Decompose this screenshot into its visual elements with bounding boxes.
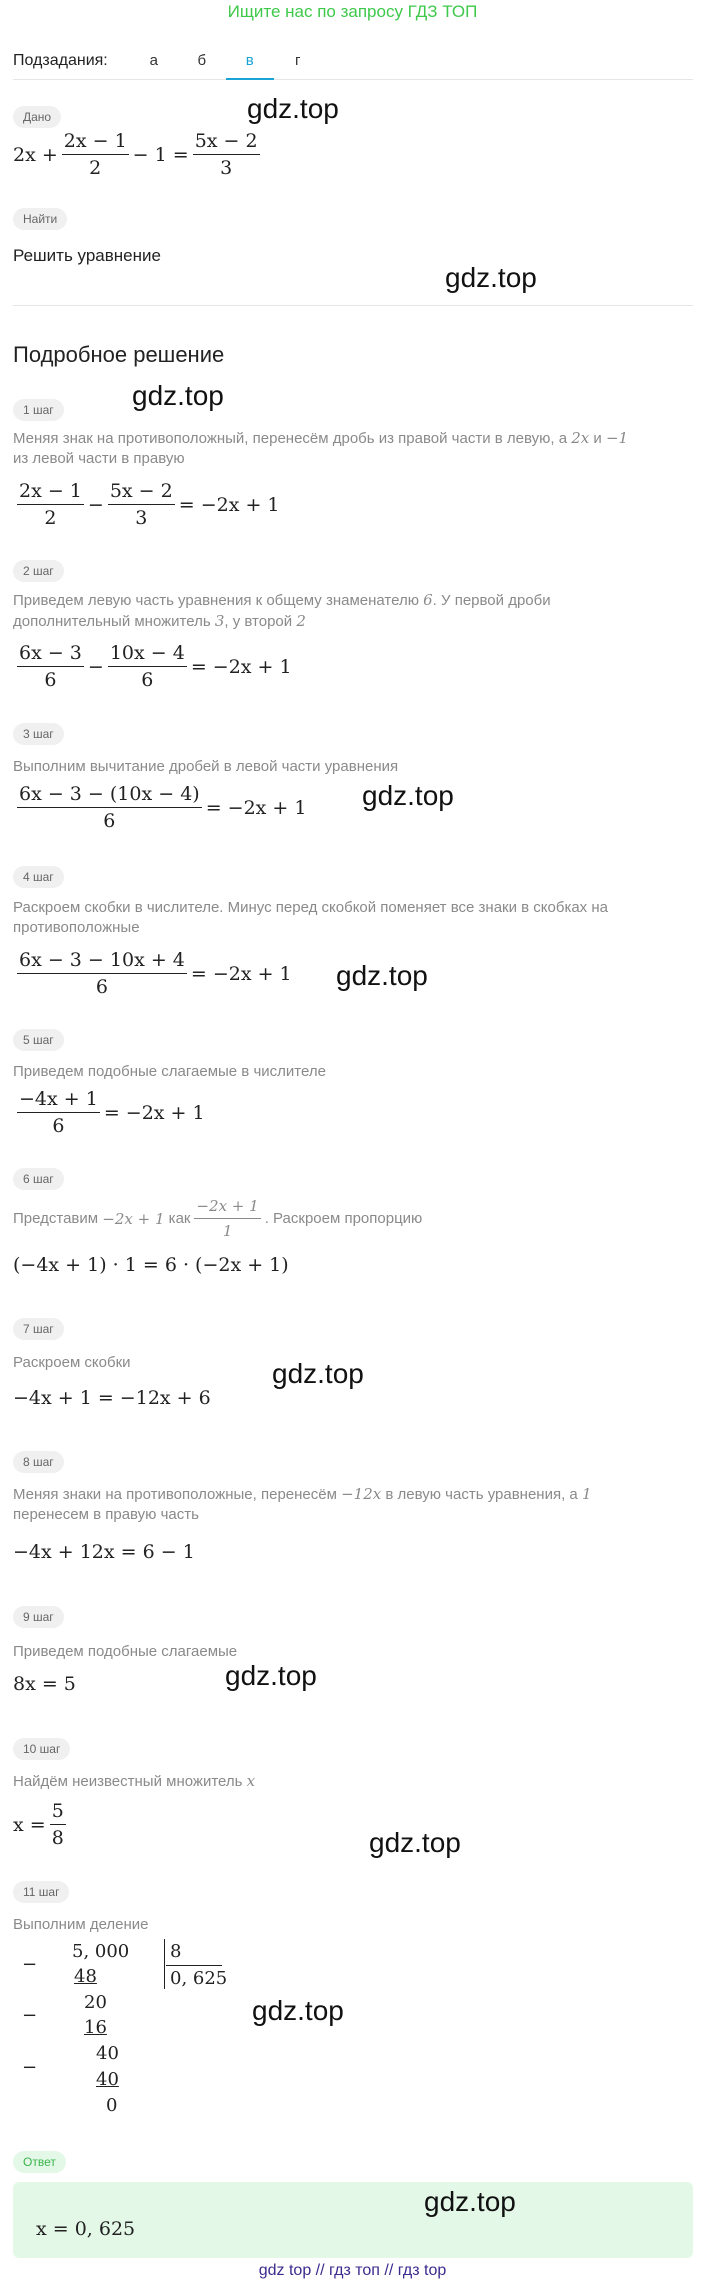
step-chip: 8 шаг <box>13 1451 64 1473</box>
answer-equation: x = 0, 625 <box>36 2218 136 2240</box>
footer-link-gdz-top-mixed[interactable]: гдз top <box>397 2262 447 2279</box>
step-chip: 1 шаг <box>13 399 64 421</box>
watermark: gdz.top <box>336 960 428 991</box>
step-chip: 9 шаг <box>13 1606 64 1628</box>
subtasks-label: Подзадания: <box>13 52 108 69</box>
step-equation: $\frac{6x - 3 - 10x + 4}{6}$ = −2x + 1 <box>19 949 292 998</box>
given-frac2: $\frac{5x - 2}{3}$ <box>194 130 258 179</box>
step-equation: (−4x + 1) · 1 = 6 · (−2x + 1) <box>13 1254 289 1276</box>
step-text: Меняя знак на противоположный, перенесём дробь из правой части в левую, а 2x и −1 из левой части в правую <box>13 429 629 467</box>
division-bar <box>164 1939 165 1989</box>
step-text: Раскроем скобки <box>13 1354 131 1371</box>
ld-row: 0 <box>106 2095 118 2116</box>
quotient: 0, 625 <box>170 1968 228 1989</box>
step-text: Выполним деление <box>13 1916 149 1933</box>
divisor: 8 <box>170 1941 182 1962</box>
step-text: Раскроем скобки в числителе. Минус перед скобкой поменяет все знаки в скобках на противоположные <box>13 899 608 936</box>
tab-a[interactable]: а <box>149 52 158 69</box>
ld-row: 20 <box>84 1992 107 2013</box>
tab-b[interactable]: б <box>197 52 207 69</box>
inline-fraction: $\frac{-2x + 1}{1}$ <box>196 1197 259 1240</box>
footer-link-gdz-top[interactable]: gdz top <box>258 2262 312 2279</box>
given-lhs: 2x + <box>13 143 58 166</box>
divisor-line <box>166 1965 222 1966</box>
watermark: gdz.top <box>362 780 454 811</box>
minus-sign: − <box>22 2005 38 2026</box>
given-chip: Дано <box>13 106 61 128</box>
step-text: Выполним вычитание дробей в левой части уравнения <box>13 758 399 775</box>
step-chip: 6 шаг <box>13 1168 64 1190</box>
watermark: gdz.top <box>272 1358 364 1389</box>
step-chip: 11 шаг <box>13 1881 69 1903</box>
step-text: Меняя знаки на противоположные, перенесём −12x в левую часть уравнения, а 1 перенесем в правую часть <box>13 1485 592 1523</box>
step-text: Представим −2x + 1 как $\frac{-2x + 1}{1}$ . Раскроем пропорцию <box>13 1197 423 1240</box>
step-equation: $\frac{6x - 3}{6}$ − $\frac{10x - 4}{6}$ = −2x + 1 <box>19 642 292 691</box>
search-banner: Ищите нас по запросу ГДЗ ТОП <box>227 2 478 21</box>
step-text: Приведем подобные слагаемые <box>13 1643 238 1660</box>
step-equation: $\frac{-4x + 1}{6}$ = −2x + 1 <box>19 1088 205 1137</box>
footer-links: gdz top // гдз топ // гдз top <box>258 2262 447 2279</box>
watermark: gdz.top <box>369 1827 461 1858</box>
step-equation: 8x = 5 <box>13 1673 76 1695</box>
step-equation: $\frac{6x - 3 - (10x - 4)}{6}$ = −2x + 1 <box>19 783 307 832</box>
solution-title: Подробное решение <box>13 342 225 367</box>
tab-g[interactable]: г <box>294 52 301 69</box>
step-equation: x = $\frac{5}{8}$ <box>13 1800 64 1849</box>
subtasks-row <box>13 44 693 80</box>
ld-row: 48 <box>74 1966 97 1987</box>
step-chip: 5 шаг <box>13 1029 64 1051</box>
footer-link-gdz-top-ru[interactable]: гдз топ <box>329 2262 380 2279</box>
watermark: gdz.top <box>445 262 537 293</box>
step-chip: 7 шаг <box>13 1318 64 1340</box>
divider <box>13 305 693 306</box>
find-text: Решить уравнение <box>13 246 161 265</box>
minus-sign: − <box>22 1954 38 1975</box>
watermark: gdz.top <box>424 2186 516 2217</box>
tab-v[interactable]: в <box>226 52 274 80</box>
dividend: 5, 000 <box>72 1941 130 1962</box>
watermark: gdz.top <box>132 380 224 411</box>
minus-sign: − <box>22 2057 38 2078</box>
ld-row: 16 <box>84 2017 107 2038</box>
step-chip: 3 шаг <box>13 723 64 745</box>
step-chip: 2 шаг <box>13 560 64 582</box>
step-text: Приведем подобные слагаемые в числителе <box>13 1063 326 1080</box>
watermark: gdz.top <box>252 1995 344 2026</box>
given-frac1: $\frac{2x - 1}{2}$ <box>63 130 127 179</box>
ld-row: 40 <box>96 2043 119 2064</box>
watermark: gdz.top <box>247 93 339 124</box>
step-text: Приведем левую часть уравнения к общему знаменателю 6. У первой дроби дополнительный множитель 3, у второй 2 <box>13 591 551 630</box>
step-equation: $\frac{2x - 1}{2}$ − $\frac{5x - 2}{3}$ = −2x + 1 <box>19 480 280 529</box>
step-chip: 10 шаг <box>13 1738 70 1760</box>
given-mid: − 1 = <box>132 143 189 166</box>
watermark: gdz.top <box>225 1660 317 1691</box>
step-equation: −4x + 1 = −12x + 6 <box>13 1387 211 1409</box>
find-chip: Найти <box>13 208 67 230</box>
step-text: Найдём неизвестный множитель x <box>13 1772 256 1790</box>
given-equation <box>13 130 264 179</box>
ld-row: 40 <box>96 2069 119 2090</box>
step-equation: −4x + 12x = 6 − 1 <box>13 1541 195 1563</box>
answer-chip: Ответ <box>13 2151 66 2173</box>
step-chip: 4 шаг <box>13 866 64 888</box>
